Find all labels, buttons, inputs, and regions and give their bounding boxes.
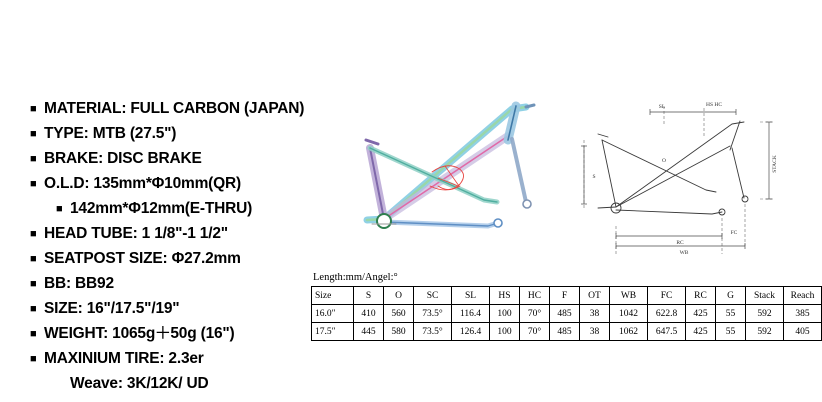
square-bullet-icon bbox=[30, 250, 44, 268]
spec-text: 142mm*Φ12mm(E-THRU) bbox=[70, 200, 253, 217]
square-bullet-icon bbox=[30, 150, 44, 168]
table-row bbox=[312, 305, 822, 323]
cell-stack: 592 bbox=[746, 305, 784, 323]
geometry-table-block bbox=[311, 272, 815, 341]
cell-size: 17.5″ bbox=[312, 323, 354, 341]
cell-hc: 70° bbox=[520, 323, 550, 341]
table-header-row bbox=[312, 287, 822, 305]
cell-stack: 592 bbox=[746, 323, 784, 341]
list-item bbox=[30, 275, 320, 293]
list-item bbox=[30, 225, 320, 243]
table-row bbox=[312, 323, 822, 341]
square-bullet-icon bbox=[30, 100, 44, 118]
cell-ot: 38 bbox=[580, 323, 610, 341]
frame-drawings bbox=[312, 82, 782, 272]
list-item bbox=[30, 250, 320, 268]
cell-o: 560 bbox=[384, 305, 414, 323]
cell-wb: 1062 bbox=[610, 323, 648, 341]
spec-text: MAXINIUM TIRE: 2.3er bbox=[44, 350, 204, 367]
list-item bbox=[30, 125, 320, 143]
cell-fc: 622.8 bbox=[648, 305, 686, 323]
list-item bbox=[30, 300, 320, 318]
spec-text: SIZE: 16"/17.5"/19" bbox=[44, 300, 180, 317]
spec-text: BB: BB92 bbox=[44, 275, 114, 292]
square-bullet-icon bbox=[30, 350, 44, 368]
square-bullet-icon bbox=[30, 175, 44, 193]
cell-ot: 38 bbox=[580, 305, 610, 323]
col-header-stack: Stack bbox=[746, 287, 784, 305]
list-item bbox=[30, 150, 320, 168]
cell-o: 580 bbox=[384, 323, 414, 341]
col-header-hs: HS bbox=[490, 287, 520, 305]
cell-rc: 425 bbox=[686, 323, 716, 341]
col-header-sl: SL bbox=[452, 287, 490, 305]
spec-text: Weave: 3K/12K/ UD bbox=[70, 375, 209, 392]
spec-text: MATERIAL: FULL CARBON (JAPAN) bbox=[44, 100, 305, 117]
col-header-rc: RC bbox=[686, 287, 716, 305]
cell-fc: 647.5 bbox=[648, 323, 686, 341]
col-header-sc: SC bbox=[414, 287, 452, 305]
specification-list bbox=[30, 100, 320, 400]
geometry-table bbox=[311, 286, 822, 341]
cell-f: 485 bbox=[550, 323, 580, 341]
list-item bbox=[30, 325, 320, 343]
list-item bbox=[30, 175, 320, 193]
cell-s: 410 bbox=[354, 305, 384, 323]
col-header-o: O bbox=[384, 287, 414, 305]
list-item bbox=[30, 200, 320, 218]
dimension-label-stack: STACK bbox=[772, 155, 778, 173]
cell-hc: 70° bbox=[520, 305, 550, 323]
col-header-reach: Reach bbox=[784, 287, 822, 305]
cell-sc: 73.5° bbox=[414, 323, 452, 341]
cell-hs: 100 bbox=[490, 305, 520, 323]
col-header-g: G bbox=[716, 287, 746, 305]
cell-sl: 126.4 bbox=[452, 323, 490, 341]
spec-text: WEIGHT: 1065g＋50g (16") bbox=[44, 325, 235, 342]
cell-rc: 425 bbox=[686, 305, 716, 323]
list-item bbox=[30, 350, 320, 368]
square-bullet-icon bbox=[30, 300, 44, 318]
col-header-s: S bbox=[354, 287, 384, 305]
spec-text: SEATPOST SIZE: Φ27.2mm bbox=[44, 250, 241, 267]
bicycle-frame-side-view bbox=[312, 82, 572, 252]
bicycle-frame-geometry-diagram bbox=[564, 86, 782, 264]
cell-g: 55 bbox=[716, 305, 746, 323]
square-bullet-icon bbox=[30, 275, 44, 293]
square-bullet-icon bbox=[56, 200, 70, 218]
cell-hs: 100 bbox=[490, 323, 520, 341]
col-header-ot: OT bbox=[580, 287, 610, 305]
cell-g: 55 bbox=[716, 323, 746, 341]
col-header-size: Size bbox=[312, 287, 354, 305]
dimension-label-sl: SL bbox=[658, 104, 666, 110]
cell-size: 16.0″ bbox=[312, 305, 354, 323]
col-header-f: F bbox=[550, 287, 580, 305]
dimension-label-fc: FC bbox=[730, 230, 738, 236]
spec-text: TYPE: MTB (27.5") bbox=[44, 125, 177, 142]
cell-f: 485 bbox=[550, 305, 580, 323]
square-bullet-icon bbox=[30, 125, 44, 143]
cell-sl: 116.4 bbox=[452, 305, 490, 323]
cell-reach: 405 bbox=[784, 323, 822, 341]
unit-note: Length:mm/Angel:° bbox=[313, 272, 398, 283]
list-item bbox=[30, 100, 320, 118]
list-item bbox=[30, 375, 320, 393]
cell-sc: 73.5° bbox=[414, 305, 452, 323]
col-header-fc: FC bbox=[648, 287, 686, 305]
spec-text: BRAKE: DISC BRAKE bbox=[44, 150, 202, 167]
cell-wb: 1042 bbox=[610, 305, 648, 323]
col-header-hc: HC bbox=[520, 287, 550, 305]
dimension-label-o: O bbox=[662, 158, 666, 164]
dimension-label-rc: RC bbox=[676, 240, 684, 246]
dimension-label-s: S bbox=[592, 174, 596, 180]
spec-text: HEAD TUBE: 1 1/8"-1 1/2" bbox=[44, 225, 228, 242]
col-header-wb: WB bbox=[610, 287, 648, 305]
cell-reach: 385 bbox=[784, 305, 822, 323]
cell-s: 445 bbox=[354, 323, 384, 341]
square-bullet-icon bbox=[30, 325, 44, 343]
dimension-label-hs-hc: HS HC bbox=[705, 102, 723, 108]
dimension-label-wb: WB bbox=[679, 250, 689, 256]
square-bullet-icon bbox=[30, 225, 44, 243]
spec-text: O.L.D: 135mm*Φ10mm(QR) bbox=[44, 175, 241, 192]
